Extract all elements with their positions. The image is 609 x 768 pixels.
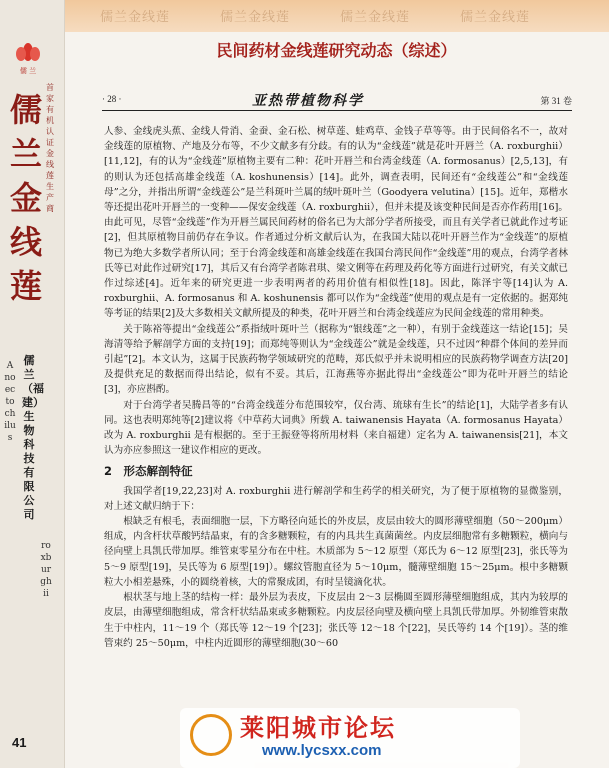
article-body — [104, 124, 568, 651]
running-header — [102, 90, 572, 111]
watermark-4: 儒兰金线莲 — [460, 10, 531, 25]
lotus-logo-icon — [14, 40, 42, 64]
forum-url[interactable]: www.lycsxx.com — [262, 742, 382, 759]
latin-name-1: Anoectochilus — [4, 361, 16, 443]
watermark-2: 儒兰金线莲 — [220, 10, 291, 25]
paragraph: 对于台湾学者吴腾昌等的“台湾金线莲分布范围较窄，仅台湾、琉球有生长”的结论[1]，大陆学者多有认同。这也表明郑纯等[2]建议将《中草药大词典》所载 A. taiwanensis Hayata（A. formosanus Hayata）改为 A. roxburghii 是有根据的。至于王振登等将所用材料（来自福建）定名为 A. taiwanensis[21]，本文认为亦应参照这一建议作相应的更改。 — [104, 399, 568, 457]
forum-logo-icon — [190, 714, 232, 756]
slogan-vertical: 首家有机认证金线莲生产商 — [46, 83, 54, 213]
volume: 第 31 卷 — [540, 96, 572, 106]
latin-name-2: roxburghii — [40, 541, 52, 599]
forum-name: 莱阳城市论坛 — [240, 714, 396, 742]
logo-text: 儒 兰 — [19, 67, 37, 75]
watermark-3: 儒兰金线莲 — [340, 10, 411, 25]
paragraph: 根缺乏有根毛，表面细胞一层，下方略径向延长的外皮层，皮层由较大的圆形薄壁细胞（50～200μm）组成，内含杆状草酸钙结晶束，有的含多糖颗粒，有的内具共生真菌菌丝。内皮层细胞常有多糖颗粒，横向与径向壁上具凯氏带加厚。维管束零星分布在中柱。木质部为 5～12 原型（郑氏为 6～12 原型[23]，张氏等为 5～9 原型[19]，吴氏等为 6 原型[19]）。螺纹管胞直径为 5～10μm，髓薄壁细胞 15～25μm。根中多糖颗粒大小相差悬殊，小的圆绕着核，大的常聚成团，有时呈镜滴化状。 — [104, 516, 568, 588]
watermark-1: 儒兰金线莲 — [100, 10, 171, 25]
header-page: · 28 · — [102, 94, 122, 104]
section-heading: 2 形态解剖特征 — [104, 464, 193, 479]
brand-vertical: 儒兰金线莲 — [9, 91, 42, 305]
company-vertical: 儒兰（福建）生物科技有限公司 — [22, 354, 44, 521]
paragraph: 根状茎与地上茎的结构一样：最外层为表皮，下皮层由 2～3 层椭圆至圆形薄壁细胞组成，其内为较厚的皮层，由薄壁细胞组成，常含杆状结晶束或多糖颗粒。内皮层径向壁及横向壁上具凯氏带加厚。外韧维管束散生于中柱内，11～19 个（郑氏等 12～19 个[23]；张氏等 12～18 个[22]，吴氏等约 14 个[19]）。茎的维管束约 25～50μm，中柱内近圆形的薄壁细胞(30～60 — [104, 592, 568, 649]
article-title: 民间药材金线莲研究动态（综述） — [216, 41, 457, 60]
page-number: 41 — [12, 735, 27, 750]
sidebar — [0, 0, 65, 768]
journal-name: 亚热带植物科学 — [252, 94, 364, 109]
paragraph: 人参、金线虎头蕉、金线人骨消、金蚕、金石松、树草莲、蛙鸡草、金钱子草等等。由于民间俗名不一，故对金线莲的原植物、产地及分布等，不少文献多有分歧。有的认为“金线莲”就是花叶开唇兰（A. roxburghii）[11,12]，有的认为“金线莲”原植物主要有二种：花叶开唇兰和台湾金线莲（A. formosanus）[2,5,13]，有的则认为还包括高雄金线莲（A. koshunensis）[14]。此外，调查表明，民间还有“金线莲公”和“金线莲母”之分，并指出所谓“金线莲公”是兰科斑叶兰属的绒叶斑叶兰（Goodyera velutina）[15]。近年，郑楷水等还提出花叶开唇兰的一变种——保安金线莲（A. roxburghii），但并未提及该变种民间是否亦作药用[16]。由此可见，尽管“金线莲”作为开唇兰属民间药材的俗名已为大部分学者所接受，而且有关学者已就此作过考证[2]，但其原植物目前仍存在争议。作者通过分析文献后认为，在我国大陆以花叶开唇兰作为“金线莲”的原植物已为绝大多数学者所认同；至于台湾金线莲和高雄金线莲在我国台湾民间作“金线莲”用的观点，台湾学者林氏等已对此作过研究[17]，其后又有台湾学者陈君琪、梁文俐等在药理及药化等方面进行过研究，有关文献已作过综述[4]。近年来的研究更进一步表明两者的药用价值有相似性[18]。因此，陈泽宇等[14]认为 A. roxburghii、A. formosanus 和 A. koshunensis 都可以作为“金线莲”使用的观点是有一定依据的。据郑纯等考证的结果[2]及大多数相关文献所提及的种类，花叶开唇兰和台湾金线莲应为民间金线莲的常用种类。 — [104, 126, 568, 320]
paragraph: 关于陈裕等提出“金线莲公”系指绒叶斑叶兰（据称为“银线莲”之一种），有别于金线莲这一结论[15]；吴海清等给予解剖学方面的支持[19]；而郑纯等则认为“金线莲公”就是金线莲，只不过因“种群个体间的差异而引起”[2]。本文认为，这属于民族药物学领域研究的范畴，郑氏似乎并未说明相应的民族药物学调查方法[20]及提供充足的数据而得出结论，似有不妥。其后，江海燕等亦据此得出“金线莲公”即为花叶开唇兰的结论[3]，亦应斟酌。 — [104, 323, 568, 396]
paragraph: 我国学者[19,22,23]对 A. roxburghii 进行解剖学和生药学的相关研究，为了便于原植物的显微鉴别，对上述文献归纳于下： — [104, 485, 568, 512]
